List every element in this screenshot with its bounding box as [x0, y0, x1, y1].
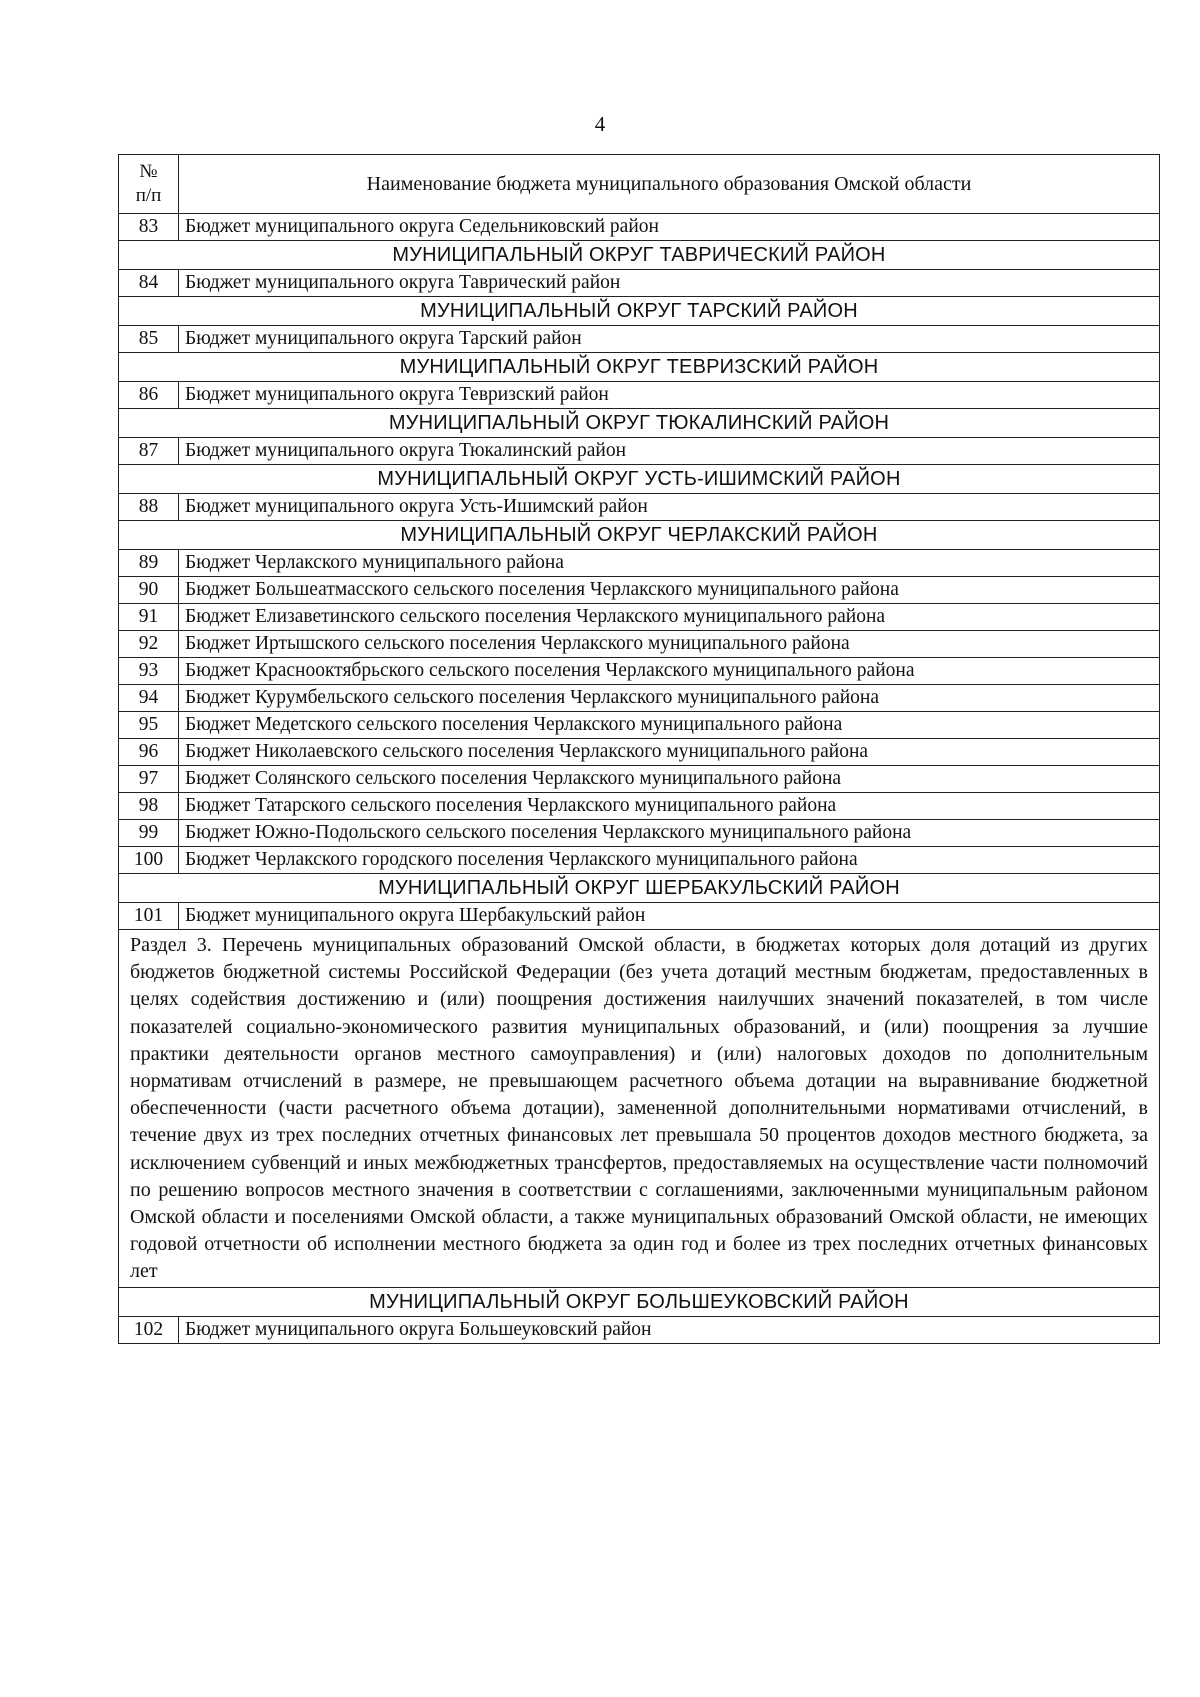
table-row [119, 326, 1160, 353]
district-heading: МУНИЦИПАЛЬНЫЙ ОКРУГ УСТЬ-ИШИМСКИЙ РАЙОН [119, 465, 1160, 494]
row-number: 101 [119, 903, 179, 930]
table-row [119, 903, 1160, 930]
table-row [119, 494, 1160, 521]
table-row [119, 214, 1160, 241]
table-row [119, 631, 1160, 658]
row-number: 91 [119, 604, 179, 631]
row-number: 88 [119, 494, 179, 521]
page-number: 4 [594, 112, 606, 136]
header-title-cell: Наименование бюджета муниципального образования Омской области [179, 155, 1160, 214]
row-number: 97 [119, 766, 179, 793]
header-number-cell: № п/п [119, 155, 179, 214]
row-number: 90 [119, 577, 179, 604]
table-row [119, 577, 1160, 604]
table-row [119, 382, 1160, 409]
district-heading-row [119, 297, 1160, 326]
table-header-row [119, 155, 1160, 214]
budget-table [118, 154, 1160, 1344]
district-heading-row [119, 353, 1160, 382]
table-body [119, 214, 1160, 1344]
table-row [119, 604, 1160, 631]
district-heading-row [119, 521, 1160, 550]
district-heading-row [119, 465, 1160, 494]
row-number: 92 [119, 631, 179, 658]
row-number: 94 [119, 685, 179, 712]
budget-name: Бюджет Елизаветинского сельского поселения Черлакского муниципального района [179, 604, 1160, 631]
district-heading-row [119, 241, 1160, 270]
budget-name: Бюджет муниципального округа Тюкалинский район [179, 438, 1160, 465]
table-row [119, 270, 1160, 297]
budget-name: Бюджет муниципального округа Тарский район [179, 326, 1160, 353]
district-heading-row [119, 1287, 1160, 1316]
district-heading: МУНИЦИПАЛЬНЫЙ ОКРУГ ТЮКАЛИНСКИЙ РАЙОН [119, 409, 1160, 438]
row-number: 93 [119, 658, 179, 685]
table-row [119, 820, 1160, 847]
table-row [119, 1316, 1160, 1343]
district-heading: МУНИЦИПАЛЬНЫЙ ОКРУГ БОЛЬШЕУКОВСКИЙ РАЙОН [119, 1287, 1160, 1316]
district-heading: МУНИЦИПАЛЬНЫЙ ОКРУГ ТАРСКИЙ РАЙОН [119, 297, 1160, 326]
row-number: 100 [119, 847, 179, 874]
table-row [119, 793, 1160, 820]
row-number: 95 [119, 712, 179, 739]
table-row [119, 712, 1160, 739]
row-number: 102 [119, 1316, 179, 1343]
budget-name: Бюджет Черлакского городского поселения Черлакского муниципального района [179, 847, 1160, 874]
table-row [119, 766, 1160, 793]
district-heading-row [119, 874, 1160, 903]
budget-name: Бюджет Татарского сельского поселения Черлакского муниципального района [179, 793, 1160, 820]
row-number: 87 [119, 438, 179, 465]
section-description: Раздел 3. Перечень муниципальных образований Омской области, в бюджетах которых доля дотаций из других бюджетов бюджетной системы Российской Федерации (без учета дотаций местным бюджетам, предоставленных в целях содействия достижению и (или) поощрения достижения наилучших значений показателей, в том числе показателей социально-экономического развития муниципальных образований, и (или) поощрения за лучшие практики деятельности органов местного самоуправления) и (или) налоговых доходов по дополнительным нормативам отчислений в размере, не превышающем расчетного объема дотации на выравнивание бюджетной обеспеченности (части расчетного объема дотации), замененной дополнительными нормативами отчислений, в течение двух из трех последних отчетных финансовых лет превышала 50 процентов доходов местного бюджета, за исключением субвенций и иных межбюджетных трансфертов, предоставляемых на осуществление части полномочий по решению вопросов местного значения в соответствии с соглашениями, заключенными муниципальным районом Омской области и поселениями Омской области, а также муниципальных образований Омской области, не имеющих годовой отчетности об исполнении местного бюджета за один год и более из трех последних отчетных финансовых лет [119, 930, 1160, 1288]
row-number: 85 [119, 326, 179, 353]
district-heading: МУНИЦИПАЛЬНЫЙ ОКРУГ ШЕРБАКУЛЬСКИЙ РАЙОН [119, 874, 1160, 903]
table-row [119, 685, 1160, 712]
table-row [119, 658, 1160, 685]
budget-name: Бюджет Краснооктябрьского сельского поселения Черлакского муниципального района [179, 658, 1160, 685]
district-heading-row [119, 409, 1160, 438]
budget-name: Бюджет муниципального округа Тевризский район [179, 382, 1160, 409]
row-number: 98 [119, 793, 179, 820]
table-row [119, 847, 1160, 874]
budget-name: Бюджет муниципального округа Шербакульский район [179, 903, 1160, 930]
budget-name: Бюджет Солянского сельского поселения Черлакского муниципального района [179, 766, 1160, 793]
budget-name: Бюджет Медетского сельского поселения Черлакского муниципального района [179, 712, 1160, 739]
row-number: 83 [119, 214, 179, 241]
row-number: 89 [119, 550, 179, 577]
budget-name: Бюджет муниципального округа Большеуковский район [179, 1316, 1160, 1343]
row-number: 84 [119, 270, 179, 297]
budget-name: Бюджет муниципального округа Седельниковский район [179, 214, 1160, 241]
budget-name: Бюджет Курумбельского сельского поселения Черлакского муниципального района [179, 685, 1160, 712]
district-heading: МУНИЦИПАЛЬНЫЙ ОКРУГ ЧЕРЛАКСКИЙ РАЙОН [119, 521, 1160, 550]
budget-name: Бюджет Иртышского сельского поселения Черлакского муниципального района [179, 631, 1160, 658]
budget-name: Бюджет Николаевского сельского поселения Черлакского муниципального района [179, 739, 1160, 766]
row-number: 96 [119, 739, 179, 766]
district-heading: МУНИЦИПАЛЬНЫЙ ОКРУГ ТАВРИЧЕСКИЙ РАЙОН [119, 241, 1160, 270]
budget-name: Бюджет муниципального округа Таврический район [179, 270, 1160, 297]
budget-name: Бюджет Черлакского муниципального района [179, 550, 1160, 577]
budget-name: Бюджет Большеатмасского сельского поселения Черлакского муниципального района [179, 577, 1160, 604]
table-row [119, 550, 1160, 577]
table-row [119, 739, 1160, 766]
budget-name: Бюджет муниципального округа Усть-Ишимский район [179, 494, 1160, 521]
row-number: 99 [119, 820, 179, 847]
table-row [119, 438, 1160, 465]
section-text-row [119, 930, 1160, 1288]
district-heading: МУНИЦИПАЛЬНЫЙ ОКРУГ ТЕВРИЗСКИЙ РАЙОН [119, 353, 1160, 382]
row-number: 86 [119, 382, 179, 409]
budget-name: Бюджет Южно-Подольского сельского поселения Черлакского муниципального района [179, 820, 1160, 847]
